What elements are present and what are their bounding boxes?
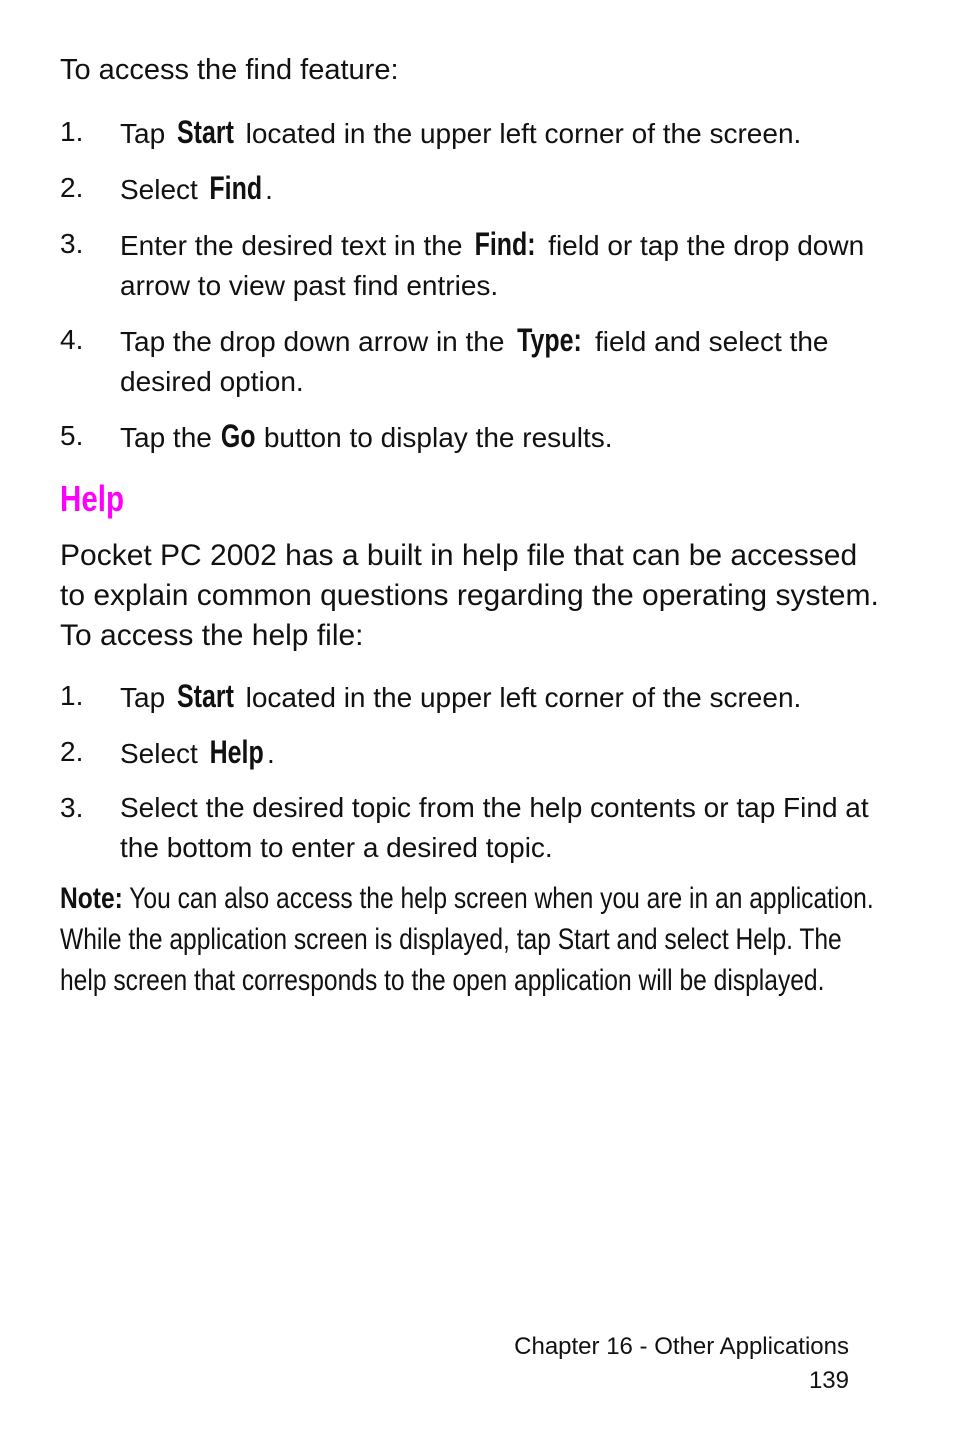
step-text: field or tap the drop down arrow to view past find entries. xyxy=(120,230,865,301)
step-number: 3. xyxy=(60,228,84,259)
step-keyword: Type: xyxy=(517,322,583,358)
step-number: 2. xyxy=(60,736,84,767)
step-keyword: Help xyxy=(209,734,264,770)
help-steps-list xyxy=(60,676,890,882)
step-text: Select the desired topic from the help contents or tap Find at the bottom to enter a desired topic. xyxy=(120,792,869,863)
step-text: Tap xyxy=(120,682,173,713)
step-number: 4. xyxy=(60,324,84,355)
step-text: Tap the drop down arrow in the xyxy=(120,326,513,357)
step-text: Tap the xyxy=(120,422,220,453)
page-footer xyxy=(514,1330,849,1398)
note-block xyxy=(60,878,880,1001)
step-text: located in the upper left corner of the screen. xyxy=(237,682,802,713)
chapter-title: Chapter 16 - Other Applications xyxy=(514,1333,849,1360)
step-text: . xyxy=(266,738,275,769)
step-text: Tap xyxy=(120,118,173,149)
section-heading-help: Help xyxy=(60,478,124,519)
list-item xyxy=(60,788,890,868)
step-text: field and select the desired option. xyxy=(120,326,829,397)
step-keyword: Go xyxy=(220,418,256,454)
note-text: You can also access the help screen when you are in an application. While the application screen is displayed, tap Start and select Help. The help screen that corresponds to the open application will be displayed. xyxy=(60,882,874,997)
step-text: Enter the desired text in the xyxy=(120,230,471,261)
step-text: Select xyxy=(120,738,206,769)
list-item xyxy=(60,320,890,402)
intro-text: To access the find feature: xyxy=(60,54,399,86)
step-number: 5. xyxy=(60,420,84,451)
note-label: Note: xyxy=(60,882,123,915)
step-keyword: Find: xyxy=(474,226,536,262)
step-number: 1. xyxy=(60,680,84,711)
step-text: Select xyxy=(120,174,206,205)
page-number: 139 xyxy=(808,1367,849,1394)
help-paragraph: Pocket PC 2002 has a built in help file that can be accessed to explain common questions regarding the operating system. To access the help file: xyxy=(60,539,879,652)
step-number: 1. xyxy=(60,116,84,147)
list-item xyxy=(60,676,890,718)
list-item xyxy=(60,224,890,306)
find-steps-list xyxy=(60,112,890,472)
step-number: 3. xyxy=(60,792,84,823)
step-text: . xyxy=(265,174,273,205)
list-item xyxy=(60,168,890,210)
list-item xyxy=(60,732,890,774)
step-number: 2. xyxy=(60,172,84,203)
list-item xyxy=(60,416,890,458)
step-keyword: Start xyxy=(176,114,234,150)
step-text: button to display the results. xyxy=(256,422,613,453)
step-keyword: Find xyxy=(209,170,262,206)
step-text: located in the upper left corner of the screen. xyxy=(237,118,802,149)
step-keyword: Start xyxy=(176,678,234,714)
list-item xyxy=(60,112,890,154)
